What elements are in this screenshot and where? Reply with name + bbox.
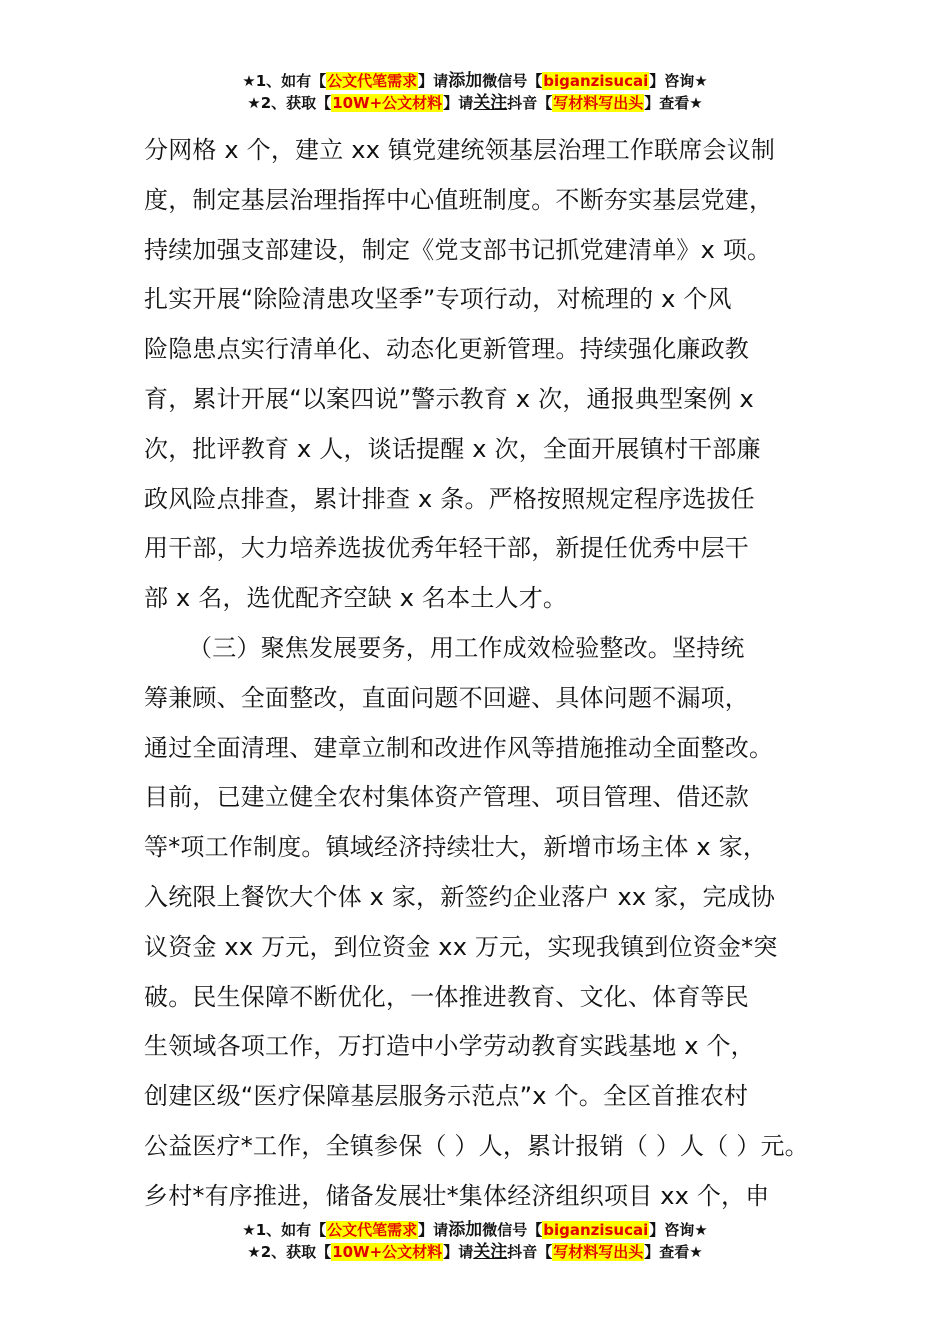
body-line: 育，累计开展“以案四说”警示教育 x 次，通报典型案例 x	[144, 384, 754, 413]
banner-text: 抖音【	[507, 1243, 553, 1261]
document-body	[144, 126, 808, 1222]
body-line: 等*项工作制度。镇域经济持续壮大，新增市场主体 x 家，	[144, 833, 768, 862]
banner-highlight: 10W+公文材料	[332, 1243, 443, 1261]
body-line: 用干部，大力培养选拔优秀年轻干部，新提任优秀中层干	[144, 534, 749, 563]
body-line: 扎实开展“除险清患攻坚季”专项行动，对梳理的 x 个风	[144, 285, 732, 314]
body-line: 破。民生保障不断优化，一体推进教育、文化、体育等民	[144, 982, 749, 1011]
banner-text: ★1、如有【	[242, 1221, 327, 1239]
section-heading-line: （三）聚焦发展要务，用工作成效检验整改。坚持统	[188, 633, 745, 662]
banner-emphasis: 关注	[473, 1242, 508, 1262]
banner-highlight: 公文代笔需求	[327, 72, 418, 90]
banner-text: 】请	[418, 1221, 449, 1239]
banner-highlight: biganzisucai	[543, 1221, 649, 1239]
body-line: 政风险点排查，累计排查 x 条。严格按照规定程序选拔任	[144, 484, 755, 513]
banner-highlight: 公文代笔需求	[327, 1221, 418, 1239]
body-line: 目前，已建立健全农村集体资产管理、项目管理、借还款	[144, 783, 749, 812]
banner-highlight: 写材料写出头	[553, 1243, 644, 1261]
banner-highlight: 写材料写出头	[553, 94, 644, 112]
banner-line-2	[0, 92, 950, 114]
body-line: 入统限上餐饮大个体 x 家，新签约企业落户 xx 家，完成协	[144, 882, 776, 911]
banner-text: ★2、获取【	[247, 94, 332, 112]
banner-line-1	[0, 70, 950, 92]
body-line: 险隐患点实行清单化、动态化更新管理。持续强化廉政教	[144, 335, 749, 364]
body-line: 议资金 xx 万元，到位资金 xx 万元，实现我镇到位资金*突	[144, 932, 778, 961]
banner-text: 微信号【	[482, 1221, 543, 1239]
footer-banner	[0, 1219, 950, 1263]
body-line: 度，制定基层治理指挥中心值班制度。不断夯实基层党建，	[144, 185, 774, 214]
banner-line-1	[0, 1219, 950, 1241]
banner-text: 】查看★	[644, 94, 703, 112]
body-line: 通过全面清理、建章立制和改进作风等措施推动全面整改。	[144, 733, 774, 762]
banner-text: 】请	[443, 94, 474, 112]
body-line: 部 x 名，选优配齐空缺 x 名本土人才。	[144, 584, 568, 613]
banner-emphasis: 添加	[448, 71, 483, 91]
banner-line-2	[0, 1241, 950, 1263]
body-line: 次，批评教育 x 人，谈话提醒 x 次，全面开展镇村干部廉	[144, 434, 761, 463]
banner-text: 微信号【	[482, 72, 543, 90]
body-line: 乡村*有序推进，储备发展壮*集体经济组织项目 xx 个，申	[144, 1181, 770, 1210]
body-line: 持续加强支部建设，制定《党支部书记抓党建清单》x 项。	[144, 235, 772, 264]
body-line: 筹兼顾、全面整改，直面问题不回避、具体问题不漏项，	[144, 683, 749, 712]
body-line: 分网格 x 个，建立 xx 镇党建统领基层治理工作联席会议制	[144, 136, 776, 164]
banner-highlight: biganzisucai	[543, 72, 649, 90]
body-line: 创建区级“医疗保障基层服务示范点”x 个。全区首推农村	[144, 1082, 749, 1111]
banner-text: ★1、如有【	[242, 72, 327, 90]
body-line: 公益医疗*工作，全镇参保（ ）人，累计报销（ ）人（ ）元。	[144, 1131, 809, 1160]
banner-text: 抖音【	[507, 94, 553, 112]
banner-emphasis: 添加	[448, 1220, 483, 1240]
banner-text: 】请	[443, 1243, 474, 1261]
banner-text: ★2、获取【	[247, 1243, 332, 1261]
banner-text: 】查看★	[644, 1243, 703, 1261]
header-banner	[0, 70, 950, 114]
banner-highlight: 10W+公文材料	[332, 94, 443, 112]
banner-emphasis: 关注	[473, 93, 508, 113]
banner-text: 】请	[418, 72, 449, 90]
body-line: 生领域各项工作，万打造中小学劳动教育实践基地 x 个，	[144, 1032, 755, 1061]
banner-text: 】咨询★	[649, 1221, 708, 1239]
banner-text: 】咨询★	[649, 72, 708, 90]
